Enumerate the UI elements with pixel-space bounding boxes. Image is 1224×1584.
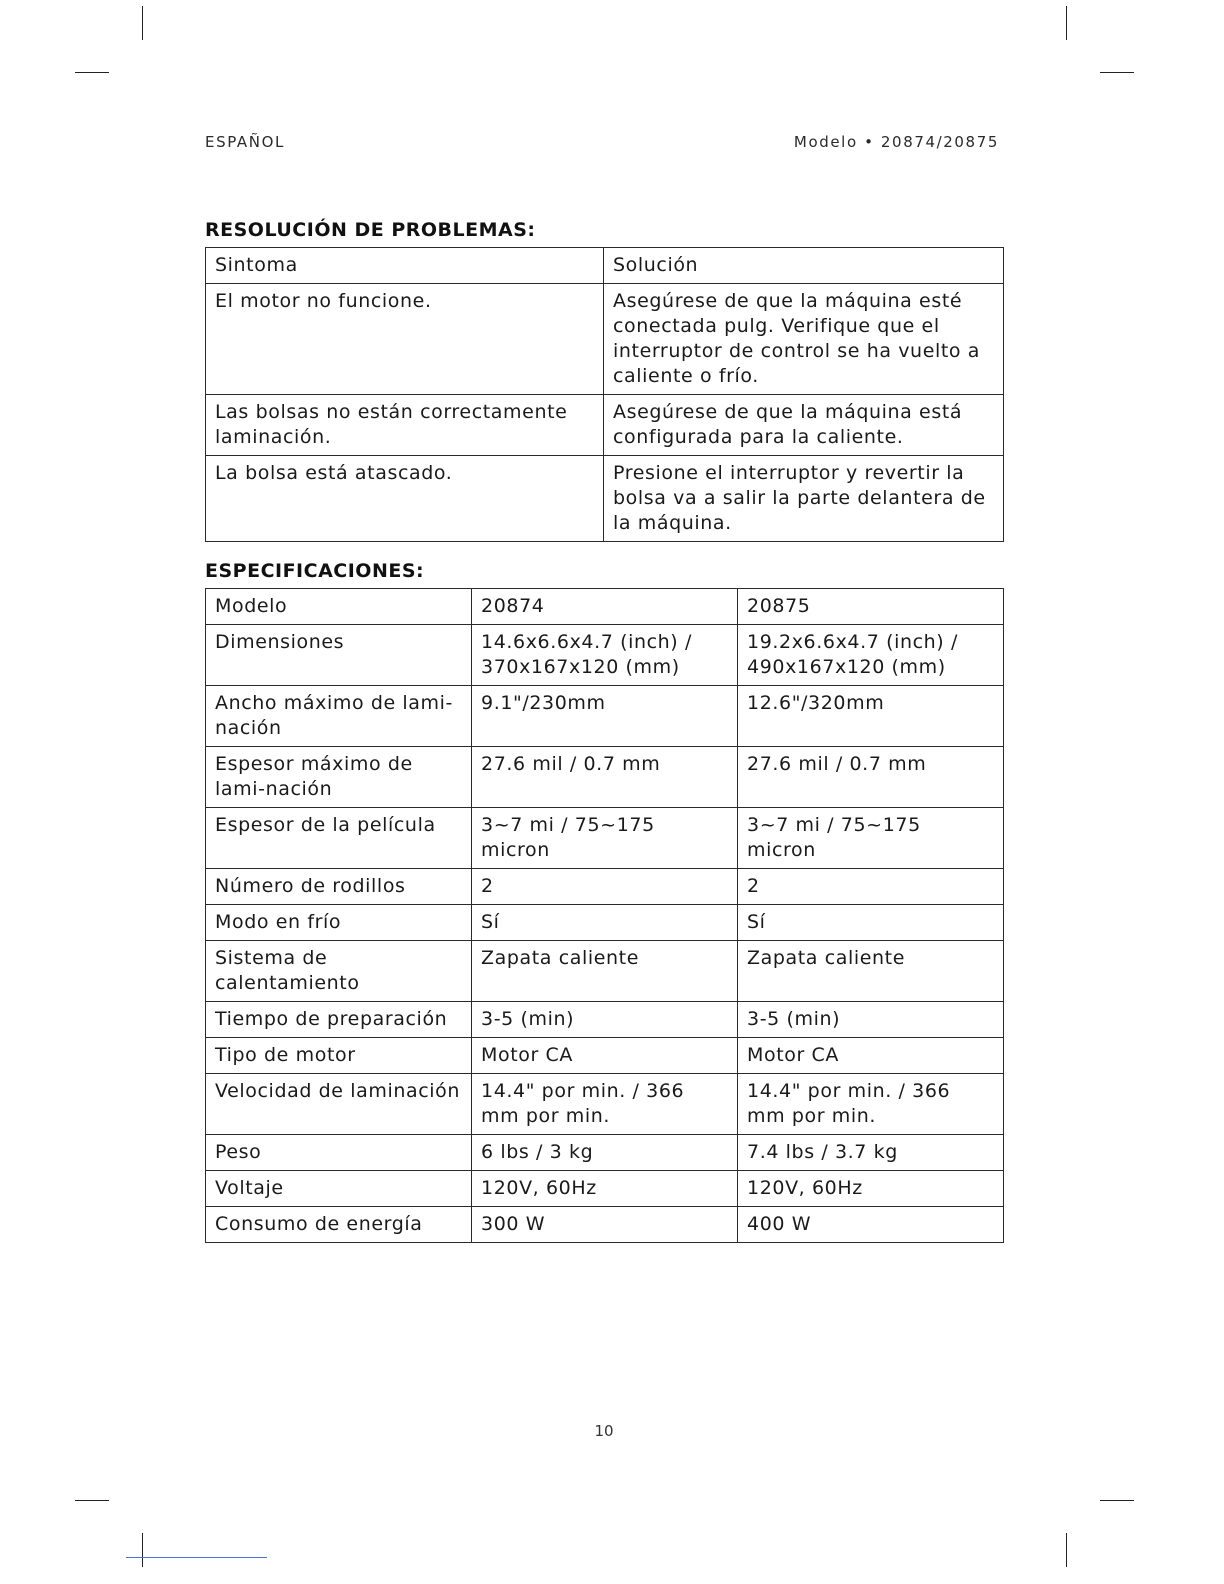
selection-line bbox=[126, 1557, 267, 1558]
table-row bbox=[206, 1038, 1004, 1074]
solution-cell: Presione el interruptor y revertir la bolsa va a salir la parte delantera de la máquina. bbox=[604, 456, 1004, 542]
crop-mark bbox=[75, 72, 109, 73]
spec-label-cell: Sistema de calentamiento bbox=[206, 941, 472, 1002]
table-row bbox=[206, 941, 1004, 1002]
table-row bbox=[206, 1207, 1004, 1243]
spec-value-cell: 19.2x6.6x4.7 (inch) / 490x167x120 (mm) bbox=[738, 625, 1004, 686]
crop-mark bbox=[142, 1533, 143, 1567]
symptom-cell: El motor no funcione. bbox=[206, 284, 604, 395]
spec-value-cell: 3~7 mi / 75~175 micron bbox=[472, 808, 738, 869]
crop-mark bbox=[75, 1500, 109, 1501]
solution-cell: Asegúrese de que la máquina está configurada para la caliente. bbox=[604, 395, 1004, 456]
spec-label-cell: Número de rodillos bbox=[206, 869, 472, 905]
spec-value-cell: 14.4" por min. / 366 mm por min. bbox=[738, 1074, 1004, 1135]
spec-value-cell: 20874 bbox=[472, 589, 738, 625]
spec-label-cell: Ancho máximo de lami-nación bbox=[206, 686, 472, 747]
spec-value-cell: 3-5 (min) bbox=[472, 1002, 738, 1038]
table-header-row bbox=[206, 248, 1004, 284]
troubleshooting-table bbox=[205, 247, 1004, 542]
spec-label-cell: Espesor máximo de lami-nación bbox=[206, 747, 472, 808]
spec-value-cell: 120V, 60Hz bbox=[472, 1171, 738, 1207]
spec-value-cell: 400 W bbox=[738, 1207, 1004, 1243]
table-row bbox=[206, 808, 1004, 869]
table-row bbox=[206, 395, 1004, 456]
language-label: ESPAÑOL bbox=[205, 133, 285, 151]
table-row bbox=[206, 1002, 1004, 1038]
table-row bbox=[206, 1074, 1004, 1135]
crop-mark bbox=[1100, 1500, 1134, 1501]
crop-mark bbox=[1066, 6, 1067, 40]
spec-label-cell: Dimensiones bbox=[206, 625, 472, 686]
spec-value-cell: 20875 bbox=[738, 589, 1004, 625]
table-row bbox=[206, 869, 1004, 905]
spec-label-cell: Consumo de energía bbox=[206, 1207, 472, 1243]
spec-value-cell: 2 bbox=[472, 869, 738, 905]
specifications-title: ESPECIFICACIONES: bbox=[205, 560, 425, 582]
spec-value-cell: Motor CA bbox=[472, 1038, 738, 1074]
table-row bbox=[206, 905, 1004, 941]
table-row bbox=[206, 1171, 1004, 1207]
spec-value-cell: 27.6 mil / 0.7 mm bbox=[738, 747, 1004, 808]
spec-value-cell: Sí bbox=[738, 905, 1004, 941]
spec-label-cell: Velocidad de laminación bbox=[206, 1074, 472, 1135]
spec-value-cell: 12.6"/320mm bbox=[738, 686, 1004, 747]
table-row bbox=[206, 747, 1004, 808]
table-row bbox=[206, 686, 1004, 747]
spec-value-cell: 14.6x6.6x4.7 (inch) / 370x167x120 (mm) bbox=[472, 625, 738, 686]
crop-mark bbox=[1100, 72, 1134, 73]
spec-value-cell: 300 W bbox=[472, 1207, 738, 1243]
spec-value-cell: Zapata caliente bbox=[472, 941, 738, 1002]
column-header: Solución bbox=[604, 248, 1004, 284]
spec-label-cell: Voltaje bbox=[206, 1171, 472, 1207]
spec-value-cell: 3-5 (min) bbox=[738, 1002, 1004, 1038]
column-header: Sintoma bbox=[206, 248, 604, 284]
spec-label-cell: Espesor de la película bbox=[206, 808, 472, 869]
spec-label-cell: Peso bbox=[206, 1135, 472, 1171]
crop-mark bbox=[142, 6, 143, 40]
specifications-table bbox=[205, 588, 1004, 1243]
model-label: Modelo • 20874/20875 bbox=[793, 133, 999, 151]
table-row bbox=[206, 456, 1004, 542]
spec-value-cell: 7.4 lbs / 3.7 kg bbox=[738, 1135, 1004, 1171]
table-row bbox=[206, 589, 1004, 625]
spec-value-cell: Zapata caliente bbox=[738, 941, 1004, 1002]
solution-cell: Asegúrese de que la máquina esté conectada pulg. Verifique que el interruptor de control se ha vuelto a caliente o frío. bbox=[604, 284, 1004, 395]
crop-mark bbox=[1066, 1533, 1067, 1567]
spec-value-cell: 6 lbs / 3 kg bbox=[472, 1135, 738, 1171]
table-row bbox=[206, 284, 1004, 395]
table-row bbox=[206, 625, 1004, 686]
spec-value-cell: 3~7 mi / 75~175 micron bbox=[738, 808, 1004, 869]
spec-value-cell: Sí bbox=[472, 905, 738, 941]
spec-value-cell: 120V, 60Hz bbox=[738, 1171, 1004, 1207]
spec-label-cell: Modelo bbox=[206, 589, 472, 625]
page-number: 10 bbox=[594, 1422, 614, 1440]
spec-label-cell: Modo en frío bbox=[206, 905, 472, 941]
table-row bbox=[206, 1135, 1004, 1171]
spec-label-cell: Tiempo de preparación bbox=[206, 1002, 472, 1038]
spec-value-cell: 9.1"/230mm bbox=[472, 686, 738, 747]
symptom-cell: Las bolsas no están correctamente laminación. bbox=[206, 395, 604, 456]
spec-value-cell: 27.6 mil / 0.7 mm bbox=[472, 747, 738, 808]
troubleshooting-title: RESOLUCIÓN DE PROBLEMAS: bbox=[205, 219, 536, 241]
spec-value-cell: 14.4" por min. / 366 mm por min. bbox=[472, 1074, 738, 1135]
spec-label-cell: Tipo de motor bbox=[206, 1038, 472, 1074]
spec-value-cell: Motor CA bbox=[738, 1038, 1004, 1074]
spec-value-cell: 2 bbox=[738, 869, 1004, 905]
symptom-cell: La bolsa está atascado. bbox=[206, 456, 604, 542]
